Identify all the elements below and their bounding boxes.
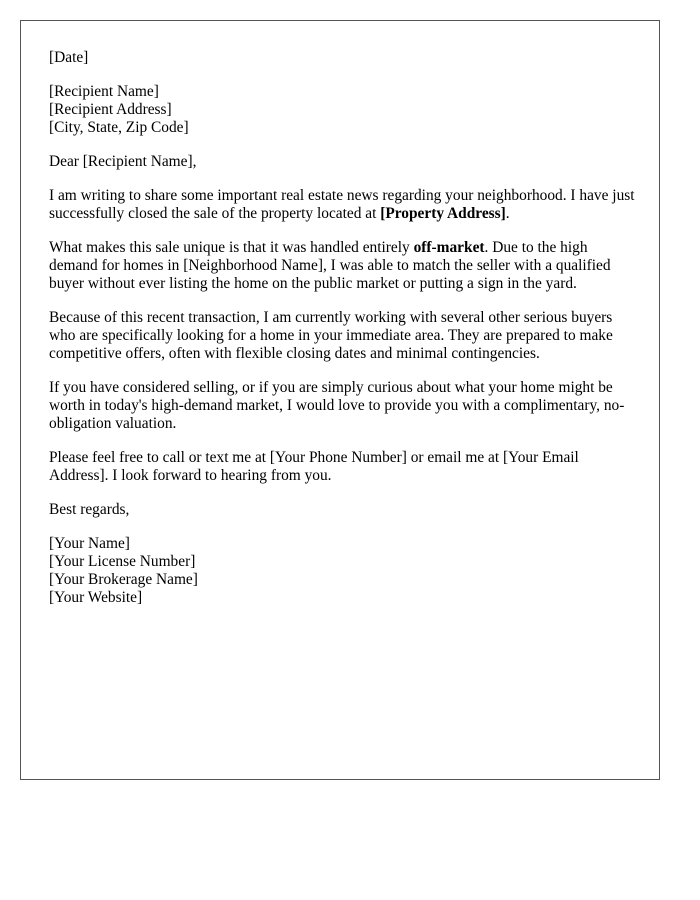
signature-brokerage: [Your Brokerage Name] — [49, 571, 198, 588]
recipient-city-state-zip: [City, State, Zip Code] — [49, 119, 189, 136]
paragraph-3: Because of this recent transaction, I am currently working with several other serious buyers who are specifically looking for a home in your immediate area. They are prepared to make competitive offers, often with flexible closing dates and minimal contingencies. — [49, 309, 613, 362]
letter-date: [Date] — [49, 49, 89, 66]
paragraph-5: Please feel free to call or text me at [Your Phone Number] or email me at [Your Email Address]. I look forward to hearing from you. — [49, 449, 579, 484]
letter-content — [49, 49, 637, 623]
recipient-block — [49, 83, 637, 137]
paragraph-2-text-before: What makes this sale unique is that it was handled entirely — [49, 239, 414, 256]
paragraph-4: If you have considered selling, or if you are simply curious about what your home might be worth in today's high-demand market, I would love to provide you with a complimentary, no-obligation valuation. — [49, 379, 625, 432]
paragraph-1-text-before: I am writing to share some important real estate news regarding your neighborhood. I have just successfully closed the sale of the property located at — [49, 187, 635, 222]
salutation: Dear [Recipient Name], — [49, 153, 197, 170]
signature-license: [Your License Number] — [49, 553, 196, 570]
closing: Best regards, — [49, 501, 130, 518]
signature-website: [Your Website] — [49, 589, 143, 606]
paragraph-2-text-after: . Due to the high demand for homes in [Neighborhood Name], I was able to match the seller with a qualified buyer without ever listing the home on the public market or putting a sign in the yard. — [49, 239, 611, 292]
property-address-bold: [Property Address] — [380, 205, 506, 222]
recipient-address: [Recipient Address] — [49, 101, 172, 118]
signature-name: [Your Name] — [49, 535, 130, 552]
signature-block — [49, 535, 637, 607]
letter-page — [20, 20, 660, 780]
recipient-name: [Recipient Name] — [49, 83, 159, 100]
off-market-bold: off-market — [413, 239, 485, 256]
paragraph-2 — [49, 239, 637, 293]
paragraph-1 — [49, 187, 637, 223]
date-block — [49, 49, 637, 67]
paragraph-1-text-after: . — [505, 205, 510, 222]
